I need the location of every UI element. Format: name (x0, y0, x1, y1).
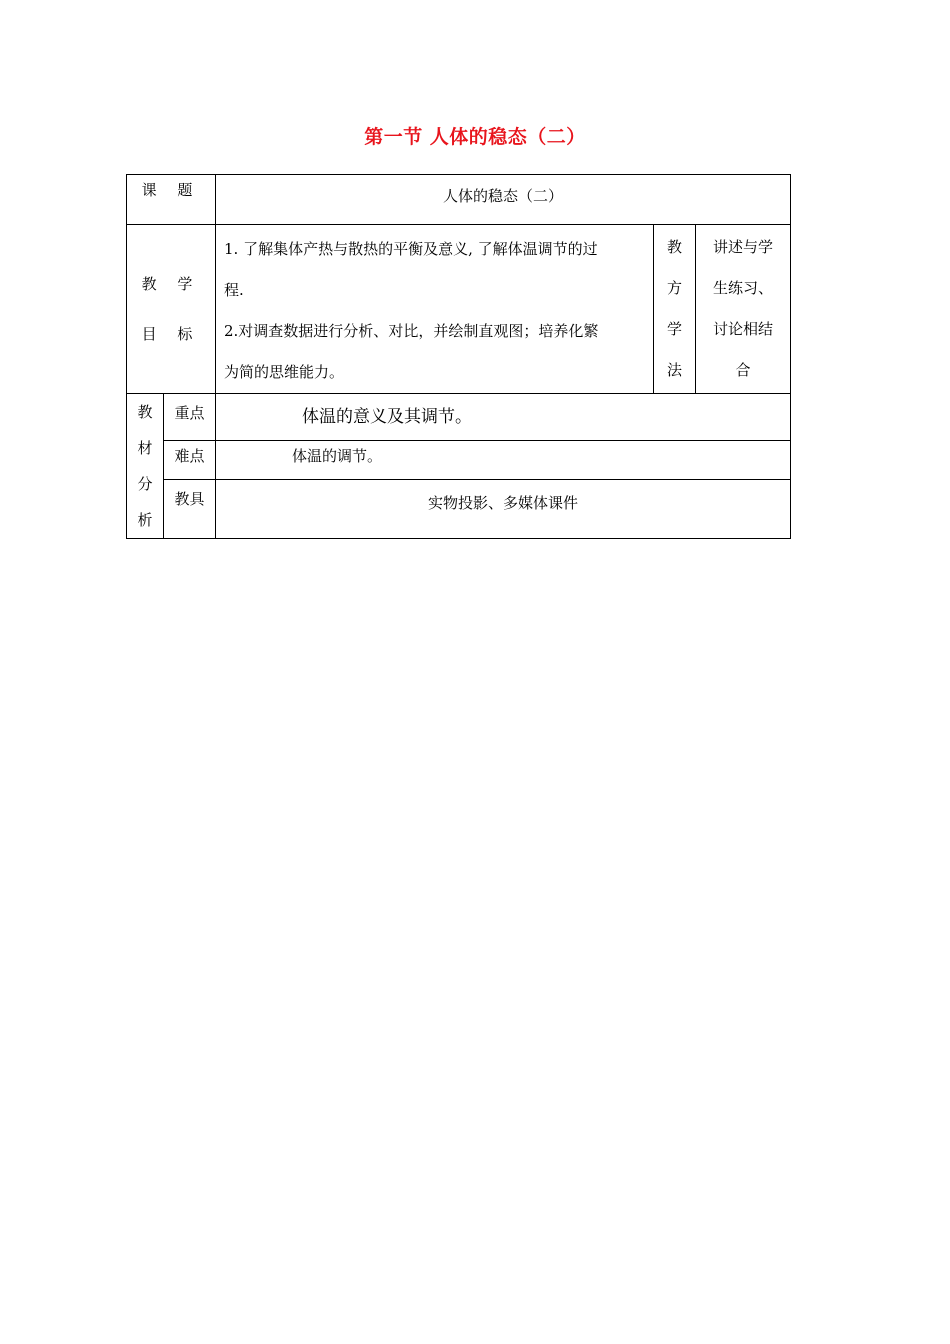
goal-line: 2.对调查数据进行分析、对比，并绘制直观图；培养化繁 (224, 322, 599, 340)
difficulty-label: 难点 (164, 440, 216, 479)
topic-label: 课 题 (127, 175, 216, 225)
difficulty-row (127, 440, 791, 479)
analysis-label-char: 分 (137, 475, 153, 493)
tools-label: 教具 (164, 479, 216, 538)
analysis-label (127, 394, 164, 539)
analysis-label-char: 教 (137, 403, 153, 421)
tools-value: 实物投影、多媒体课件 (216, 479, 791, 538)
method-line: 讲述与学 (713, 238, 774, 256)
method-line: 生练习、 (713, 279, 774, 297)
goals-label-line: 目 标 (141, 325, 201, 343)
goals-label (127, 225, 216, 394)
topic-row (127, 175, 791, 225)
method-value (696, 225, 791, 394)
method-label (654, 225, 696, 394)
key-point-row (127, 394, 791, 441)
analysis-label-char: 材 (137, 439, 153, 457)
analysis-label-char: 析 (137, 511, 153, 529)
method-label-char: 方 (666, 279, 682, 297)
goal-line: 1. 了解集体产热与散热的平衡及意义, 了解体温调节的过 (224, 240, 598, 258)
goals-text (216, 225, 654, 394)
goals-row (127, 225, 791, 394)
topic-value: 人体的稳态（二） (216, 175, 791, 225)
method-line: 合 (735, 361, 751, 379)
lesson-plan-table (126, 174, 791, 539)
method-label-char: 学 (666, 320, 682, 338)
key-point-label: 重点 (164, 394, 216, 441)
method-label-char: 教 (666, 238, 682, 256)
goals-label-line: 教 学 (141, 275, 201, 293)
method-label-char: 法 (666, 361, 682, 379)
key-point-value: 体温的意义及其调节。 (216, 394, 791, 441)
goal-line: 为简的思维能力。 (224, 363, 345, 381)
goal-line: 程. (224, 281, 244, 299)
difficulty-value: 体温的调节。 (216, 440, 791, 479)
tools-row (127, 479, 791, 538)
method-line: 讨论相结 (713, 320, 774, 338)
page-title: 第一节 人体的稳态（二） (364, 126, 586, 148)
